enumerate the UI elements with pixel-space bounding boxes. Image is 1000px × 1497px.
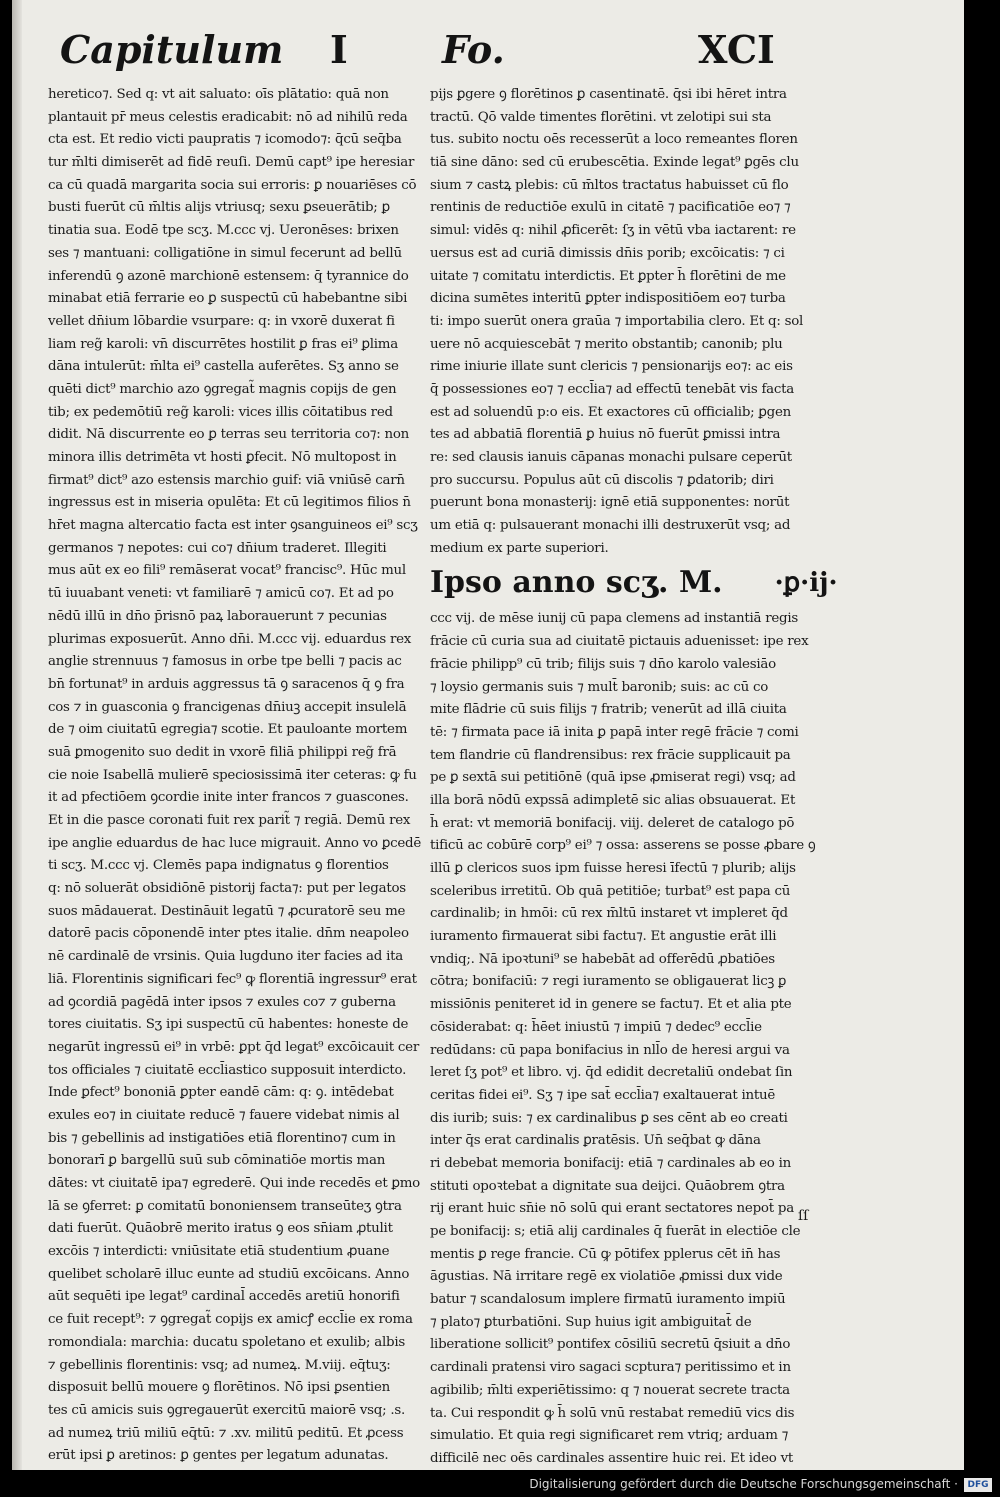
text-line: mus aūt ex eo fili⁹ remāserat vocat⁹ francisc⁹. Hūc mul xyxy=(48,563,406,579)
text-line: tē: ⁊ firmata pace iā inita ꝑ papā inter regē frācie ⁊ comi xyxy=(430,724,799,740)
text-line: inter q̄s erat cardinalis ꝑratēsis. Un̄ seq̄bat ꝙ dāna xyxy=(430,1133,761,1149)
text-line: de ⁊ oim ciuitatū egregia⁊ scotie. Et pauloante mortem xyxy=(48,722,408,738)
text-line: agibilib; m̄lti experiētissimo: q ⁊ nouerat secrete tracta xyxy=(430,1382,790,1398)
text-line: pe ꝑ sextā sui petitiōnē (quā ipse ꝓmiserat regi) vsq; ad xyxy=(430,770,796,786)
left-text-column xyxy=(48,84,422,1470)
text-line: ti scʒ. M.ccc vj. Clemēs papa indignatus ꝯ florentios xyxy=(48,858,389,874)
text-line: minabat etiā ferrarie eo ꝑ suspectū cū habebantne sibi xyxy=(48,291,408,307)
text-line: tem flandrie cū flandrensibus: rex frācie supplicauit pa xyxy=(430,747,791,763)
text-line: firmat⁹ dict⁹ azo estensis marchio guif: viā vniūsē carn̄ xyxy=(48,472,405,488)
text-line: nē cardinalē de vrsinis. Quia lugduno iter facies ad ita xyxy=(48,949,404,965)
text-line: Inde ꝑfect⁹ bononiā ꝑpter eandē cām: q: ꝯ. intēdebat xyxy=(48,1085,394,1101)
text-line: quelibet scholarē illuc eunte ad studiū excōicans. Anno xyxy=(48,1266,410,1282)
text-line: rentinis de reductiōe exulū in citatē ⁊ pacificatiōe eo⁊ ⁊ xyxy=(430,200,791,216)
text-line: tificū ac cobūrē corp⁹ ei⁹ ⁊ ossa: asserens se posse ꝓbare ꝯ xyxy=(430,838,816,854)
text-line: vndiq;. Nā ipoꝛtuni⁹ se habebāt ad offerēdū ꝓbatiōes xyxy=(430,951,775,967)
text-line: ⁊ gebellinis florentinis: vsq; ad numeꝝ. M.viij. eq̄tuʒ: xyxy=(48,1357,391,1373)
text-line: ipe anglie eduardus de hac luce migrauit. Anno vo ꝑcedē xyxy=(48,835,422,851)
text-line: ses ⁊ mantuani: colligatiōne in simul fecerunt ad bellū xyxy=(48,245,402,261)
text-line: cardinali pratensi viro sagaci scptura⁊ peritissimo et in xyxy=(430,1360,791,1376)
text-line: ad ꝯcordiā pagēdā inter ipsos ⁊ exules co⁊ ⁊ guberna xyxy=(48,994,396,1010)
book-page xyxy=(12,0,964,1470)
text-line: pro succursu. Populus aūt cū discolis ⁊ ꝑdatorib; diri xyxy=(430,472,774,488)
text-line: sium ⁊ castꝝ plebis: cū m̄ltos tractatus habuisset cū flo xyxy=(430,177,789,193)
text-line: ca cū quadā margarita socia sui erroris: ꝑ nouariēses cō xyxy=(48,177,417,193)
header-folio-label: Fo. xyxy=(442,27,505,72)
text-line: bn̄ fortunat⁹ in arduis aggressus tā ꝯ saracenos q̄ ꝯ fra xyxy=(48,676,405,692)
text-line: rij erant huic sn̄ie nō solū qui erant sectatores nepot̄ pa xyxy=(430,1201,794,1217)
text-line: sceleribus irretitū. Ob quā petitiōe; turbat⁹ est papa cū xyxy=(430,883,791,899)
text-line: leret ſʒ pot⁹ et libro. vj. q̄d edidit decretaliū ondebat ſin xyxy=(430,1065,793,1081)
header-chapter: Capitulum xyxy=(60,27,284,72)
text-line: ingressus est in miseria opulēta: Et cū legitimos filios n̄ xyxy=(48,495,411,511)
text-line: pijs ꝑgere ꝯ florētinos ꝑ casentinatē. q̄si ibi hēret intra xyxy=(430,87,787,102)
text-line: stituti opoꝛtebat a dignitate sua deijci. Quāobrem ꝯtra xyxy=(430,1178,785,1194)
text-line: q: nō soluerāt obsidiōnē pistorij facta⁊: put per legatos xyxy=(48,881,406,897)
right-column-bottom-text xyxy=(430,608,840,1470)
text-line: exules eo⁊ in ciuitate reducē ⁊ fauere videbat nimis al xyxy=(48,1107,400,1123)
text-line: q̄ possessiones eo⁊ ⁊ eccl̄ia⁊ ad effectū tenebāt vis facta xyxy=(430,381,795,397)
text-line: mentis ꝑ rege francie. Cū ꝙ pōtifex pplerus cēt in̄ has xyxy=(430,1246,781,1262)
text-line: lā se ꝯferret: ꝑ comitatū bononiensem transeūteʒ ꝯtra xyxy=(48,1198,402,1214)
text-line: illa borā nōdū expssā adimpletē sic alias obsuauerat. Et xyxy=(430,792,796,808)
catchword: ſſ xyxy=(798,1208,809,1224)
running-header xyxy=(60,26,940,78)
footer-credit: Digitalisierung gefördert durch die Deutsche Forschungsgemeinschaft · xyxy=(529,1477,958,1491)
text-line: dis iurib; suis: ⁊ ex cardinalibus ꝑ ses cēnt ab eo creati xyxy=(430,1110,788,1126)
text-line: puerunt bona monasterij: ignē etiā supponentes: norūt xyxy=(430,495,790,511)
text-line: germanos ⁊ nepotes: cui co⁊ dn̄ium traderet. Illegiti xyxy=(48,540,387,556)
text-line: rime iniurie illate sunt clericis ⁊ pensionarijs eo⁊: ac eis xyxy=(430,359,793,375)
text-line: frācie philipp⁹ cū trib; filijs suis ⁊ dn̄o karolo valesiāo xyxy=(430,656,776,672)
text-line: cōtra; bonifaciū: ⁊ regi iuramento se obligauerat licꝫ ꝑ xyxy=(430,974,787,990)
text-line: tus. subito noctu oēs recesserūt a loco remeantes floren xyxy=(430,132,798,148)
text-line: bonorarī ꝑ bargellū suū sub cōminatiōe mortis man xyxy=(48,1153,386,1169)
text-line: anglie strennuus ⁊ famosus in orbe tpe belli ⁊ pacis ac xyxy=(48,654,402,670)
text-line: tiā sine dāno: sed cū erubescētia. Exinde legat⁹ ꝑgēs clu xyxy=(430,155,799,171)
text-line: didit. Nā discurrente eo ꝑ terras seu territoria co⁊: non xyxy=(48,427,410,443)
text-line: missiōnis peniteret id in genere se factu⁊. Et et alia pte xyxy=(430,997,792,1013)
text-line: est ad soluendū p:o eis. Et exactores cū officialib; ꝑgen xyxy=(430,404,792,420)
text-line: suā ꝑmogenito suo dedit in vxorē filiā philippi reg̃ frā xyxy=(48,744,397,760)
text-line: pe bonifacij: s; etiā alij cardinales q̄ fuerāt in electiōe cle xyxy=(430,1224,801,1239)
text-line: re: sed clausis ianuis cāpanas monachi pulsare ceperūt xyxy=(430,450,792,465)
text-line: dicina sumētes interitū ꝑpter indispositiōem eo⁊ turba xyxy=(430,291,786,307)
text-line: ⁊ plato⁊ ꝑturbatiōni. Sup huius igit ambiguitat̄ de xyxy=(430,1314,752,1330)
text-line: ce fuit recept⁹: ⁊ ꝯgregat̃ copijs ex amicꝭ eccl̄ie ex roma xyxy=(48,1312,413,1328)
text-line: tes ad abbatiā florentiā ꝑ huius nō fuerūt ꝑmissi intra xyxy=(430,427,781,443)
text-line: liberatione sollicit⁹ pontifex cōsiliū secretū q̄siuit a dn̄o xyxy=(430,1337,791,1353)
text-line: negarūt ingressū ei⁹ in vrbē: ꝑpt q̄d legat⁹ excōicauit cer xyxy=(48,1039,419,1055)
text-line: erūt ipsi ꝑ aretinos: ꝑ gentes per legatum adunatas. xyxy=(48,1448,389,1464)
text-line: heretico⁊. Sed q: vt ait saluato: oīs plātatio: quā non xyxy=(48,87,389,102)
text-line: cōsiderabat: q: h̄ēet iniustū ⁊ impiū ⁊ dedec⁹ eccl̄ie xyxy=(430,1019,762,1035)
text-line: busti fuerūt cū m̄ltis alijs vtriusq; sexu ꝑseuerātib; ꝑ xyxy=(48,200,390,216)
right-column-top-text xyxy=(430,84,840,560)
text-line: minora illis detrimēta vt hosti ꝑfecit. Nō multopost in xyxy=(48,450,397,465)
text-line: nēdū illū in dn̄o p̄risnō paꝝ laborauerunt ⁊ pecunias xyxy=(48,608,387,624)
dfg-logo-icon: DFG xyxy=(964,1478,992,1492)
text-line: hr̄et magna altercatio facta est inter ꝯsanguineos ei⁹ scʒ xyxy=(48,518,418,534)
text-line: tinatia sua. Eodē tpe scʒ. M.ccc vj. Ueronēses: brixen xyxy=(48,223,399,239)
text-line: frācie cū curia sua ad ciuitatē pictauis aduenisset: ipe rex xyxy=(430,634,809,650)
text-line: romondiala: marchia: ducatu spoletano et exulib; albis xyxy=(48,1334,405,1350)
text-line: tib; ex pedemōtiū reg̃ karoli: vices illis cōitatibus red xyxy=(48,404,393,420)
text-line: tractū. Qō valde timentes florētini. vt zelotipi sui sta xyxy=(430,109,772,125)
right-text-column xyxy=(430,84,840,1470)
text-line: plantauit pr̄ meus celestis eradicabit: nō ad nihilū reda xyxy=(48,109,408,125)
text-line: difficilē nec oēs cardinales assentire huic rei. Et ideo vt xyxy=(430,1450,794,1466)
text-line: uitate ⁊ comitatu interdictis. Et ꝑpter h̄ florētini de me xyxy=(430,268,786,284)
text-line: tes cū amicis suis ꝯgregauerūt exercitū maiorē vsq; .s. xyxy=(48,1402,405,1418)
text-line: tos officiales ⁊ ciuitatē eccl̄iastico supposuit interdicto. xyxy=(48,1062,407,1078)
text-line: cie noie Isabellā mulierē speciosissimā iter ceteras: ꝙ fu xyxy=(48,767,417,783)
text-line: āgustias. Nā irritare regē ex violatiōe ꝓmissi dux vide xyxy=(430,1269,783,1285)
text-line: simul: vidēs q: nihil ꝓficerēt: ſʒ in vētū vba iactarent: re xyxy=(430,223,796,239)
text-line: cta est. Et redio victi paupratis ⁊ icomodo⁊: q̄cū seq̄ba xyxy=(48,132,402,148)
text-line: tū iuuabant veneti: vt familiarē ⁊ amicū co⁊. Et ad po xyxy=(48,586,394,602)
text-line: um etiā q: pulsauerant monachi illi destruxerūt vsq; ad xyxy=(430,518,791,534)
text-line: dāna intulerūt: m̄lta ei⁹ castella auferētes. Sʒ anno se xyxy=(48,359,399,375)
header-folio-number: XCI xyxy=(698,27,775,72)
text-line: ⁊ loysio germanis suis ⁊ mult̄ baronib; suis: ac cū co xyxy=(430,679,769,695)
text-line: ta. Cui respondit ꝙ h̄ solū vnū restabat remediū vics dis xyxy=(430,1405,795,1421)
text-line: vellet dn̄ium lōbardie vsurpare: q: in vxorē duxerat fi xyxy=(48,313,395,329)
text-line: mite flādrie cū suis filijs ⁊ fratrib; venerūt ad illā ciuita xyxy=(430,702,787,718)
text-line: ad numeꝝ triū miliū eq̄tū: ⁊ .xv. militū peditū. Et ꝓcess xyxy=(48,1425,404,1441)
text-line: cardinalib; in hmōi: cū rex m̄ltū instaret vt impleret q̄d xyxy=(430,906,788,922)
text-line: suos mādauerat. Destināuit legatū ⁊ ꝓcuratorē seu me xyxy=(48,903,406,919)
text-line: iuramento firmauerat sibi factu⁊. Et angustie erāt illi xyxy=(430,929,777,945)
text-line: aūt sequēti ipe legat⁹ cardinal̄ accedēs aretiū honorifi xyxy=(48,1289,400,1305)
text-line: ceritas fidei ei⁹. Sʒ ⁊ ipe sat̄ eccl̄ia⁊ exaltauerat intuē xyxy=(430,1087,776,1103)
text-line: inferendū ꝯ azonē marchionē estensem: q̄ tyrannice do xyxy=(48,268,409,284)
text-line: liā. Florentinis significari fec⁹ ꝙ florentiā ingressur⁹ erat xyxy=(48,971,417,987)
section-heading-row xyxy=(430,562,840,604)
text-line: tores ciuitatis. Sʒ ipi suspectū cū habentes: honeste de xyxy=(48,1017,409,1033)
header-chapter-number: I xyxy=(330,27,348,72)
text-line: medium ex parte superiori. xyxy=(430,540,609,556)
text-line: illū ꝑ clericos suos ipm fuisse heresi īfectū ⁊ plurib; alijs xyxy=(430,861,796,876)
section-mark: ·ꝑ·ij· xyxy=(774,568,838,599)
text-line: dātes: vt ciuitatē ipa⁊ egrederē. Qui inde recedēs et ꝑmo xyxy=(48,1176,420,1191)
text-line: quēti dict⁹ marchio azo ꝯgregat̃ magnis copijs de gen xyxy=(48,381,397,397)
text-line: batur ⁊ scandalosum implere firmatū iuramento impiū xyxy=(430,1292,786,1308)
text-line: bis ⁊ gebellinis ad instigatiōes etiā florentino⁊ cum in xyxy=(48,1130,396,1146)
digitization-footer xyxy=(0,1474,1000,1497)
text-line: ccc vij. de mēse iunij cū papa clemens ad instantiā regis xyxy=(430,611,799,627)
text-line: dati fuerūt. Quāobrē merito iratus ꝯ eos sn̄iam ꝓtulit xyxy=(48,1221,393,1237)
text-line: plurimas exposuerūt. Anno dn̄i. M.ccc vij. eduardus rex xyxy=(48,631,412,647)
text-line: it ad pfectiōem ꝯcordie inite inter francos ⁊ guascones. xyxy=(48,790,409,806)
text-line: liam reg̃ karoli: vn̄ discurrētes hostilit ꝑ fras ei⁹ ꝑlima xyxy=(48,336,398,352)
text-line: redūdans: cū papa bonifacius in nll̄o de heresi argui va xyxy=(430,1042,790,1058)
text-line: excōis ⁊ interdicti: vniūsitate etiā studentium ꝓuane xyxy=(48,1244,390,1260)
text-line: cos ⁊ in guasconia ꝯ francigenas dn̄iuꝫ accepit insulelā xyxy=(48,699,407,715)
text-line: Et in die pasce coronati fuit rex parit̃ ⁊ regiā. Demū rex xyxy=(48,813,411,828)
text-line: uere nō acquiescebāt ⁊ merito obstantib; canonib; plu xyxy=(430,336,783,352)
section-heading: Ipso anno scʒ. M. xyxy=(430,565,723,601)
text-line: tur m̄lti dimiserēt ad fidē reuſi. Demū capt⁹ ipe heresiar xyxy=(48,155,415,171)
text-line xyxy=(48,1468,422,1470)
text-line: ri debebat memoria bonifacij: etiā ⁊ cardinales ab eo in xyxy=(430,1155,791,1171)
text-line: ti: impo suerūt onera graūa ⁊ importabilia clero. Et q: sol xyxy=(430,313,804,329)
text-line: simulatio. Et quia regi significaret rem vtriq; arduam ⁊ xyxy=(430,1428,789,1444)
text-line: disposuit bellū mouere ꝯ florētinos. Nō ipsi ꝑsentien xyxy=(48,1380,391,1396)
text-line: datorē pacis cōponendē inter ptes italie. dn̄m neapoleo xyxy=(48,926,409,942)
text-line: h̄ erat: vt memoriā bonifacij. viij. deleret de catalogo pō xyxy=(430,815,795,831)
text-line: uersus est ad curiā dimissis dn̄is porib; excōicatis: ⁊ ci xyxy=(430,245,785,261)
page-binding-edge xyxy=(12,0,22,1470)
